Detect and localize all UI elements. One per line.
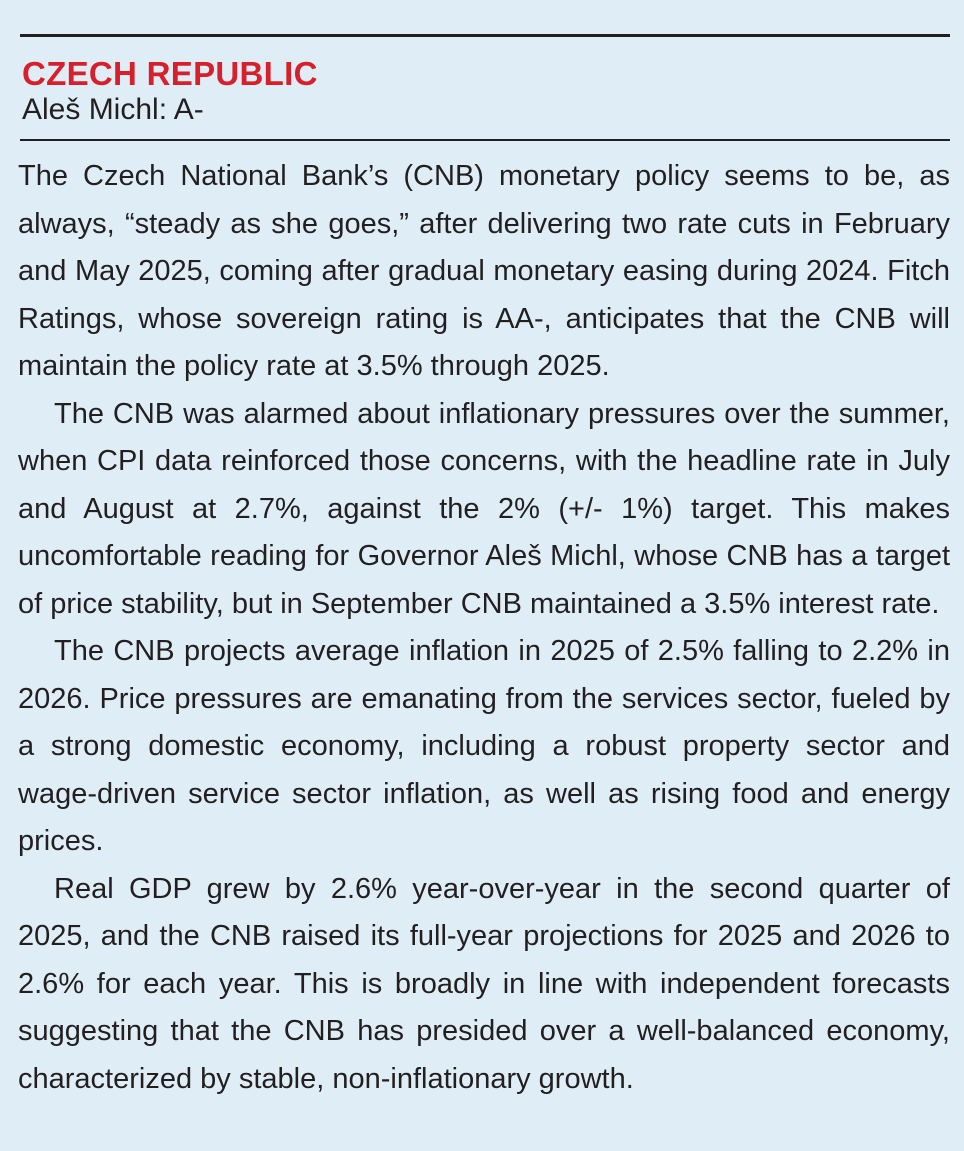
article-body <box>18 153 950 1103</box>
country-header <box>20 34 950 141</box>
governor-grade: Aleš Michl: A- <box>22 93 204 126</box>
article-paragraph: The CNB was alarmed about inflationary pressures over the summer, when CPI data reinforced those concerns, with the headline rate in July and August at 2.7%, against the 2% (+/- 1%) target. This makes uncomfortable reading for Governor Aleš Michl, whose CNB has a target of price stability, but in September CNB maintained a 3.5% interest rate. <box>18 397 950 620</box>
article-paragraph: Real GDP grew by 2.6% year-over-year in the second quarter of 2025, and the CNB raised its full-year projections for 2025 and 2026 to 2.6% for each year. This is broadly in line with independent forecasts suggesting that the CNB has presided over a well-balanced economy, characterized by stable, non-inflationary growth. <box>18 872 950 1095</box>
article-paragraph: The Czech National Bank’s (CNB) monetary policy seems to be, as always, “steady as she goes,” after delivering two rate cuts in February and May 2025, coming after gradual monetary easing during 2024. Fitch Ratings, whose sovereign rating is AA-, anticipates that the CNB will maintain the policy rate at 3.5% through 2025. <box>18 160 950 382</box>
top-divider <box>20 34 950 37</box>
country-title: CZECH REPUBLIC <box>22 55 318 92</box>
article-paragraph: The CNB projects average inflation in 2025 of 2.5% falling to 2.2% in 2026. Price pressures are emanating from the services sector, fueled by a strong domestic economy, including a robust property sector and wage-driven service sector inflation, as well as rising food and energy prices. <box>18 635 950 857</box>
header-divider <box>20 139 950 141</box>
